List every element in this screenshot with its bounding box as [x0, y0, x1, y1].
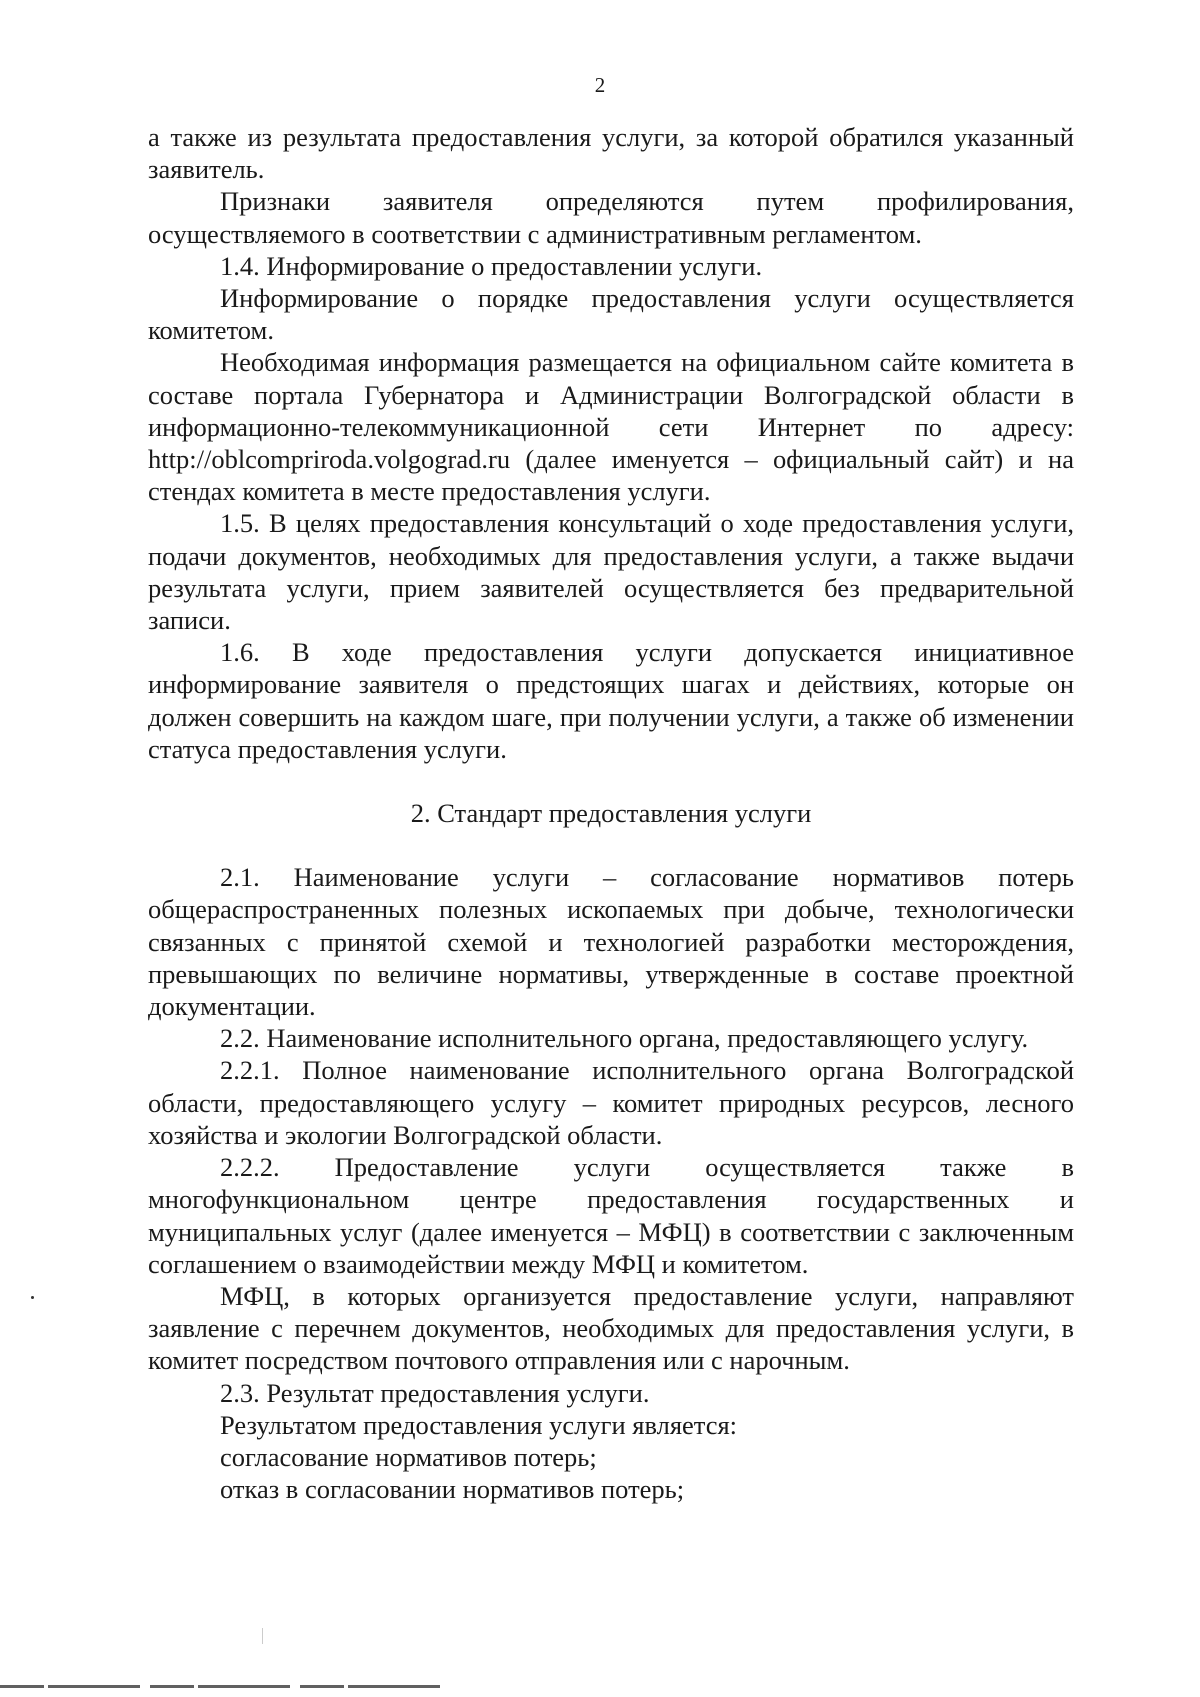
paragraph-2-2-1: 2.2.1. Полное наименование исполнительного органа Волгоградской области, предоставляющего услугу – комитет природных ресурсов, лесного хозяйства и экологии Волгоградской области. [148, 1055, 1074, 1150]
paragraph-2-2-2: 2.2.2. Предоставление услуги осуществляется также в многофункциональном центре предоставления государственных и муниципальных услуг (далее именуется – МФЦ) в соответствии с заключенным соглашением о взаимодействии между МФЦ и комитетом. [148, 1152, 1074, 1279]
paragraph-2-2: 2.2. Наименование исполнительного органа, предоставляющего услугу. [220, 1023, 1029, 1054]
paragraph-continuation: а также из результата предоставления услуги, за которой обратился указанный заявитель. [148, 122, 1074, 185]
paragraph-2-3: 2.3. Результат предоставления услуги. [220, 1377, 650, 1408]
scan-artifact-edge [0, 1685, 440, 1688]
document-body [148, 121, 1074, 1505]
paragraph-1-6: 1.6. В ходе предоставления услуги допускается инициативное информирование заявителя о предстоящих шагах и действиях, которые он должен совершить на каждом шаге, при получении услуги, а также об изменении статуса предоставления услуги. [148, 637, 1074, 764]
paragraph-mfc: МФЦ, в которых организуется предоставление услуги, направляют заявление с перечнем документов, необходимых для предоставления услуги, в комитет посредством почтового отправления или с нарочным. [148, 1280, 1074, 1376]
paragraph-1-5: 1.5. В целях предоставления консультаций о ходе предоставления услуги, подачи документов, необходимых для предоставления услуги, а также выдачи результата услуги, прием заявителей осуществляется без предварительной записи. [148, 508, 1074, 636]
paragraph-applicant-signs: Признаки заявителя определяются путем профилирования, осуществляемого в соответствии с административным регламентом. [148, 186, 1074, 249]
paragraph-info-website: Необходимая информация размещается на официальном сайте комитета в составе портала Губернатора и Администрации Волгоградской области в информационно-телекоммуникационной сети Интернет по адресу: http://oblcompriroda.volgograd.ru (далее именуется – официальный сайт) и на стендах комитета в месте предоставления услуги. [148, 347, 1074, 507]
paragraph-informing-order: Информирование о порядке предоставления услуги осуществляется комитетом. [148, 283, 1074, 346]
scan-artifact-mark [262, 1628, 263, 1644]
paragraph-1-4: 1.4. Информирование о предоставлении услуги. [220, 250, 763, 281]
page-number: 2 [594, 73, 606, 97]
paragraph-result-refusal: отказ в согласовании нормативов потерь; [220, 1474, 685, 1505]
paragraph-result-approval: согласование нормативов потерь; [220, 1441, 597, 1472]
scan-artifact-dot [31, 1296, 34, 1299]
paragraph-result: Результатом предоставления услуги является: [220, 1409, 738, 1440]
paragraph-2-1: 2.1. Наименование услуги – согласование нормативов потерь общераспространенных полезных ископаемых при добыче, технологически связанных с принятой схемой и технологией разработки месторождения, превышающих по величине нормативы, утвержденные в составе проектной документации. [148, 862, 1074, 1022]
section-heading: 2. Стандарт предоставления услуги [410, 798, 812, 829]
